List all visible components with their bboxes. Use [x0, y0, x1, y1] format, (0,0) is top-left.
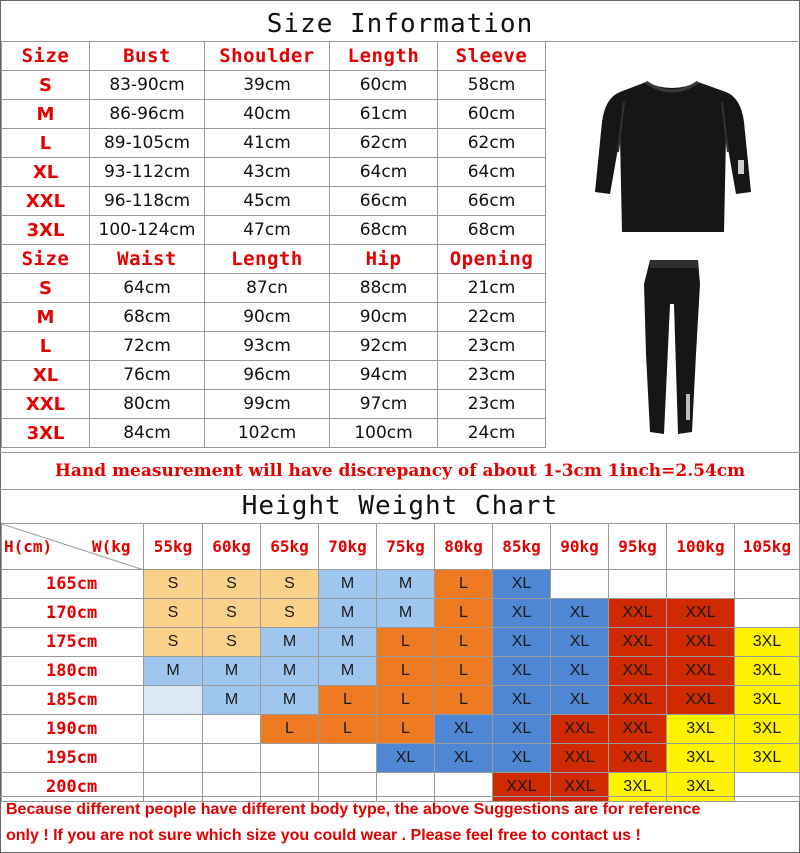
size-cell: 3XL — [609, 773, 667, 802]
measurement-value: 23cm — [438, 390, 546, 419]
measurement-value: 68cm — [90, 303, 205, 332]
measurement-value: 23cm — [438, 361, 546, 390]
height-label: 195cm — [2, 744, 144, 773]
size-cell: L — [261, 715, 319, 744]
size-row — [2, 187, 546, 216]
size-cell: S — [203, 599, 261, 628]
size-label: L — [2, 129, 90, 158]
column-header: Sleeve — [438, 42, 546, 71]
weight-header: 100kg — [667, 524, 735, 570]
size-cell: L — [435, 628, 493, 657]
measurement-value: 94cm — [330, 361, 438, 390]
column-header: Shoulder — [205, 42, 330, 71]
measurement-value: 84cm — [90, 419, 205, 448]
measurement-value: 39cm — [205, 71, 330, 100]
size-cell: XL — [551, 599, 609, 628]
corner-weight-label: W(kg — [92, 537, 131, 556]
column-header: Bust — [90, 42, 205, 71]
size-cell: M — [377, 599, 435, 628]
height-row — [2, 628, 800, 657]
weight-header: 105kg — [735, 524, 800, 570]
size-cell: XXL — [609, 628, 667, 657]
size-label: XXL — [2, 187, 90, 216]
size-cell — [319, 744, 377, 773]
size-cell: 3XL — [735, 657, 800, 686]
height-weight-table — [1, 523, 800, 802]
size-cell: M — [377, 570, 435, 599]
size-cell: L — [377, 686, 435, 715]
size-label: XL — [2, 158, 90, 187]
shirt-image — [546, 41, 798, 245]
size-cell: S — [144, 570, 203, 599]
size-cell — [144, 744, 203, 773]
measurement-value: 60cm — [330, 71, 438, 100]
size-cell: M — [261, 686, 319, 715]
size-cell: L — [377, 657, 435, 686]
size-row — [2, 216, 546, 245]
height-label: 165cm — [2, 570, 144, 599]
size-cell: XL — [493, 744, 551, 773]
size-cell: M — [319, 657, 377, 686]
size-cell: 3XL — [735, 628, 800, 657]
measurement-value: 90cm — [205, 303, 330, 332]
size-cell: L — [377, 628, 435, 657]
height-row — [2, 686, 800, 715]
size-cell: 3XL — [667, 744, 735, 773]
column-header: Size — [2, 245, 90, 274]
size-cell: XXL — [493, 773, 551, 802]
size-label: M — [2, 303, 90, 332]
size-row — [2, 419, 546, 448]
size-row — [2, 158, 546, 187]
size-cell: XL — [493, 715, 551, 744]
pants-size-table — [1, 244, 546, 448]
measurement-value: 22cm — [438, 303, 546, 332]
size-cell: L — [319, 686, 377, 715]
size-row — [2, 71, 546, 100]
height-label: 200cm — [2, 773, 144, 802]
size-cell: 3XL — [667, 773, 735, 802]
measurement-value: 60cm — [438, 100, 546, 129]
size-cell: M — [261, 628, 319, 657]
measurement-value: 100-124cm — [90, 216, 205, 245]
measurement-value: 64cm — [90, 274, 205, 303]
size-cell: L — [435, 599, 493, 628]
column-header: Length — [330, 42, 438, 71]
size-cell — [667, 570, 735, 599]
measurement-value: 62cm — [330, 129, 438, 158]
footer-disclaimer — [0, 796, 800, 852]
weight-header-row — [2, 524, 800, 570]
height-label: 190cm — [2, 715, 144, 744]
measurement-value: 100cm — [330, 419, 438, 448]
weight-header: 80kg — [435, 524, 493, 570]
pants-image — [546, 244, 798, 452]
header-row — [2, 42, 546, 71]
measurement-value: 66cm — [438, 187, 546, 216]
column-header: Waist — [90, 245, 205, 274]
size-cell: XL — [377, 744, 435, 773]
size-cell — [551, 570, 609, 599]
measurement-value: 76cm — [90, 361, 205, 390]
size-cell: XL — [493, 657, 551, 686]
size-cell: L — [435, 657, 493, 686]
size-cell: 3XL — [667, 715, 735, 744]
size-cell: XXL — [667, 686, 735, 715]
measurement-value: 92cm — [330, 332, 438, 361]
size-cell: XL — [435, 744, 493, 773]
size-cell: XXL — [551, 744, 609, 773]
measurement-value: 43cm — [205, 158, 330, 187]
height-label: 185cm — [2, 686, 144, 715]
size-cell: M — [319, 599, 377, 628]
measurement-value: 97cm — [330, 390, 438, 419]
size-cell: M — [319, 570, 377, 599]
size-cell — [261, 744, 319, 773]
measurement-value: 64cm — [438, 158, 546, 187]
measurement-value: 90cm — [330, 303, 438, 332]
size-cell: XL — [493, 599, 551, 628]
corner-cell — [2, 524, 144, 570]
size-cell: L — [435, 686, 493, 715]
measurement-value: 66cm — [330, 187, 438, 216]
column-header: Opening — [438, 245, 546, 274]
size-cell: XL — [551, 628, 609, 657]
size-cell: XXL — [667, 657, 735, 686]
size-cell: S — [144, 628, 203, 657]
size-label: 3XL — [2, 419, 90, 448]
size-cell: XXL — [667, 599, 735, 628]
size-row — [2, 303, 546, 332]
size-cell — [203, 715, 261, 744]
height-row — [2, 657, 800, 686]
shirt-size-table — [1, 41, 546, 245]
measurement-value: 93cm — [205, 332, 330, 361]
measurement-value: 47cm — [205, 216, 330, 245]
size-cell: 3XL — [735, 715, 800, 744]
size-label: 3XL — [2, 216, 90, 245]
measurement-value: 86-96cm — [90, 100, 205, 129]
size-cell: XXL — [609, 744, 667, 773]
height-row — [2, 715, 800, 744]
size-cell: XL — [493, 570, 551, 599]
size-label: XL — [2, 361, 90, 390]
column-header: Length — [205, 245, 330, 274]
weight-header: 60kg — [203, 524, 261, 570]
weight-header: 85kg — [493, 524, 551, 570]
size-cell: XXL — [609, 657, 667, 686]
height-label: 170cm — [2, 599, 144, 628]
footer-line-2: only ! If you are not sure which size you could wear . Please feel free to contact us ! — [6, 827, 641, 844]
size-cell — [609, 570, 667, 599]
measurement-value: 87cn — [205, 274, 330, 303]
size-cell: M — [261, 657, 319, 686]
size-cell: L — [435, 570, 493, 599]
measurement-value: 21cm — [438, 274, 546, 303]
size-cell: XXL — [551, 773, 609, 802]
height-weight-title: Height Weight Chart — [241, 491, 559, 521]
size-row — [2, 129, 546, 158]
weight-header: 95kg — [609, 524, 667, 570]
size-cell — [203, 744, 261, 773]
size-cell: S — [203, 628, 261, 657]
measurement-value: 23cm — [438, 332, 546, 361]
size-cell — [144, 715, 203, 744]
height-label: 175cm — [2, 628, 144, 657]
size-label: M — [2, 100, 90, 129]
size-row — [2, 361, 546, 390]
column-header: Hip — [330, 245, 438, 274]
measurement-value: 72cm — [90, 332, 205, 361]
measurement-value: 45cm — [205, 187, 330, 216]
measurement-value: 96-118cm — [90, 187, 205, 216]
size-row — [2, 274, 546, 303]
size-cell: XXL — [609, 715, 667, 744]
weight-header: 70kg — [319, 524, 377, 570]
measurement-value: 41cm — [205, 129, 330, 158]
size-cell: L — [319, 715, 377, 744]
height-row — [2, 599, 800, 628]
weight-header: 55kg — [144, 524, 203, 570]
size-cell: M — [203, 686, 261, 715]
measurement-value: 99cm — [205, 390, 330, 419]
measurement-value: 62cm — [438, 129, 546, 158]
size-cell: S — [261, 570, 319, 599]
size-label: XXL — [2, 390, 90, 419]
measurement-value: 102cm — [205, 419, 330, 448]
size-label: L — [2, 332, 90, 361]
measurement-value: 68cm — [330, 216, 438, 245]
measurement-value: 58cm — [438, 71, 546, 100]
measurement-value: 68cm — [438, 216, 546, 245]
size-cell: XL — [493, 686, 551, 715]
measurement-value: 40cm — [205, 100, 330, 129]
size-row — [2, 100, 546, 129]
height-label: 180cm — [2, 657, 144, 686]
size-cell: XL — [493, 628, 551, 657]
size-cell — [735, 570, 800, 599]
measurement-value: 64cm — [330, 158, 438, 187]
size-cell: S — [144, 599, 203, 628]
size-row — [2, 332, 546, 361]
size-cell: XXL — [609, 686, 667, 715]
measurement-value: 96cm — [205, 361, 330, 390]
size-cell: L — [377, 715, 435, 744]
size-cell: 3XL — [735, 744, 800, 773]
footer-line-1: Because different people have different body type, the above Suggestions are for reference — [6, 801, 701, 818]
measurement-value: 93-112cm — [90, 158, 205, 187]
size-cell: XL — [551, 657, 609, 686]
height-row — [2, 744, 800, 773]
size-cell: XL — [551, 686, 609, 715]
weight-header: 90kg — [551, 524, 609, 570]
size-cell: M — [144, 657, 203, 686]
measurement-value: 24cm — [438, 419, 546, 448]
measurement-value: 89-105cm — [90, 129, 205, 158]
measurement-value: 83-90cm — [90, 71, 205, 100]
size-cell: S — [203, 570, 261, 599]
size-cell: 3XL — [735, 686, 800, 715]
size-cell: XL — [435, 715, 493, 744]
size-label: S — [2, 274, 90, 303]
size-row — [2, 390, 546, 419]
size-cell — [144, 686, 203, 715]
height-row — [2, 570, 800, 599]
size-label: S — [2, 71, 90, 100]
measurement-value: 61cm — [330, 100, 438, 129]
size-cell: XXL — [667, 628, 735, 657]
corner-height-label: H(cm) — [4, 537, 53, 556]
measurement-value: 80cm — [90, 390, 205, 419]
column-header: Size — [2, 42, 90, 71]
measurement-value: 88cm — [330, 274, 438, 303]
header-row — [2, 245, 546, 274]
measurement-note: Hand measurement will have discrepancy of about 1-3cm 1inch=2.54cm — [0, 452, 800, 490]
size-cell: XXL — [551, 715, 609, 744]
size-cell — [735, 599, 800, 628]
weight-header: 65kg — [261, 524, 319, 570]
size-cell: M — [203, 657, 261, 686]
size-cell: S — [261, 599, 319, 628]
size-cell: XXL — [609, 599, 667, 628]
size-info-title: Size Information — [266, 9, 534, 39]
size-cell: M — [319, 628, 377, 657]
weight-header: 75kg — [377, 524, 435, 570]
